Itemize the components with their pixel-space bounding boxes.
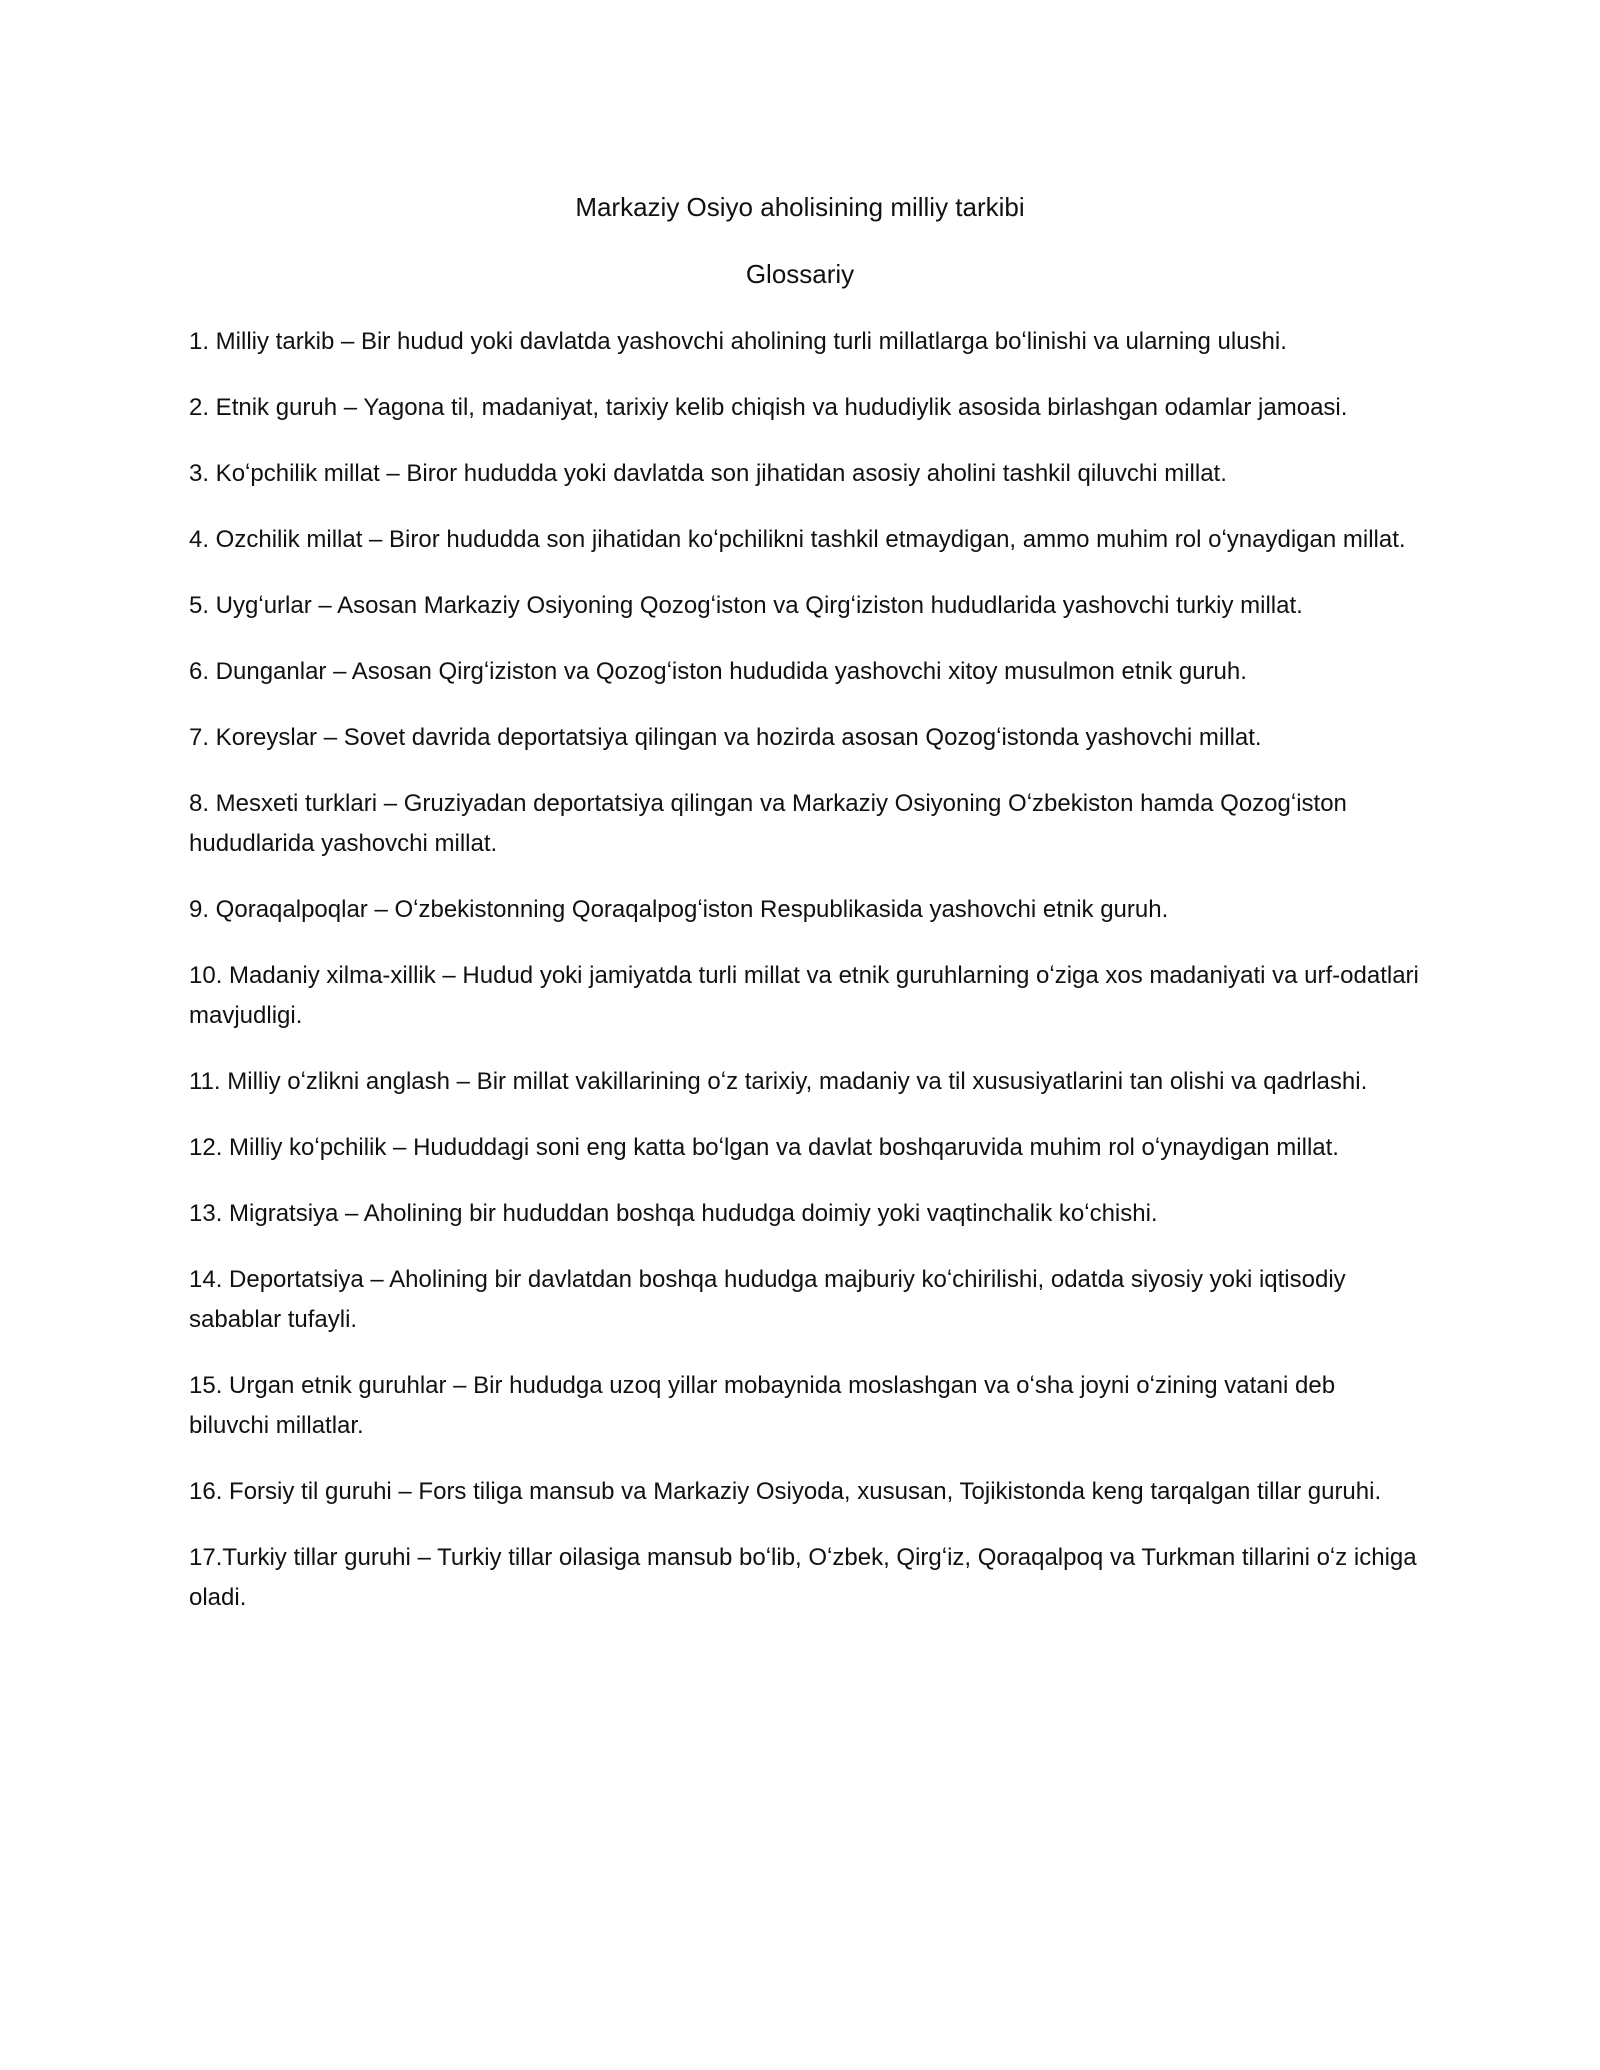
glossary-item-15: 15. Urgan etnik guruhlar – Bir hududga uzoq yillar mobaynida moslashgan va oʻsha joyni oʻzining vatani deb biluvchi millatlar. — [189, 1372, 1336, 1439]
glossary-item-8: 8. Mesxeti turklari – Gruziyadan deportatsiya qilingan va Markaziy Osiyoning Oʻzbekiston hamda Qozogʻiston hududlarida yashovchi millat. — [189, 790, 1347, 857]
glossary-item-9: 9. Qoraqalpoqlar – Oʻzbekistonning Qoraqalpogʻiston Respublikasida yashovchi etnik guruh. — [189, 896, 1169, 923]
glossary-item-5: 5. Uygʻurlar – Asosan Markaziy Osiyoning Qozogʻiston va Qirgʻiziston hududlarida yashovchi turkiy millat. — [189, 592, 1303, 619]
glossary-item-3: 3. Koʻpchilik millat – Biror hududda yoki davlatda son jihatidan asosiy aholini tashkil qiluvchi millat. — [189, 460, 1227, 487]
glossary-item-13: 13. Migratsiya – Aholining bir hududdan boshqa hududga doimiy yoki vaqtinchalik koʻchishi. — [189, 1200, 1158, 1227]
document-subtitle: Glossariy — [745, 259, 855, 289]
glossary-item-7: 7. Koreyslar – Sovet davrida deportatsiya qilingan va hozirda asosan Qozogʻistonda yashovchi millat. — [189, 724, 1262, 751]
glossary-list — [189, 322, 1419, 1644]
glossary-item-10: 10. Madaniy xilma-xillik – Hudud yoki jamiyatda turli millat va etnik guruhlarning oʻziga xos madaniyati va urf-odatlari mavjudligi. — [189, 962, 1419, 1029]
glossary-item-14: 14. Deportatsiya – Aholining bir davlatdan boshqa hududga majburiy koʻchirilishi, odatda siyosiy yoki iqtisodiy sabablar tufayli. — [189, 1266, 1346, 1333]
glossary-item-2: 2. Etnik guruh – Yagona til, madaniyat, tarixiy kelib chiqish va hududiylik asosida birlashgan odamlar jamoasi. — [189, 394, 1348, 421]
document-title: Markaziy Osiyo aholisining milliy tarkibi — [575, 192, 1025, 222]
glossary-item-16: 16. Forsiy til guruhi – Fors tiliga mansub va Markaziy Osiyoda, xususan, Tojikistonda keng tarqalgan tillar guruhi. — [189, 1478, 1382, 1505]
glossary-item-6: 6. Dunganlar – Asosan Qirgʻiziston va Qozogʻiston hududida yashovchi xitoy musulmon etnik guruh. — [189, 658, 1247, 685]
glossary-item-11: 11. Milliy oʻzlikni anglash – Bir millat vakillarining oʻz tarixiy, madaniy va til xususiyatlarini tan olishi va qadrlashi. — [189, 1068, 1368, 1095]
glossary-item-12: 12. Milliy koʻpchilik – Hududdagi soni eng katta boʻlgan va davlat boshqaruvida muhim rol oʻynaydigan millat. — [189, 1134, 1339, 1161]
glossary-item-1: 1. Milliy tarkib – Bir hudud yoki davlatda yashovchi aholining turli millatlarga boʻlinishi va ularning ulushi. — [189, 328, 1287, 355]
glossary-item-4: 4. Ozchilik millat – Biror hududda son jihatidan koʻpchilikni tashkil etmaydigan, ammo muhim rol oʻynaydigan millat. — [189, 526, 1406, 553]
glossary-item-17: 17.Turkiy tillar guruhi – Turkiy tillar oilasiga mansub boʻlib, Oʻzbek, Qirgʻiz, Qoraqalpoq va Turkman tillarini oʻz ichiga oladi. — [189, 1544, 1417, 1611]
